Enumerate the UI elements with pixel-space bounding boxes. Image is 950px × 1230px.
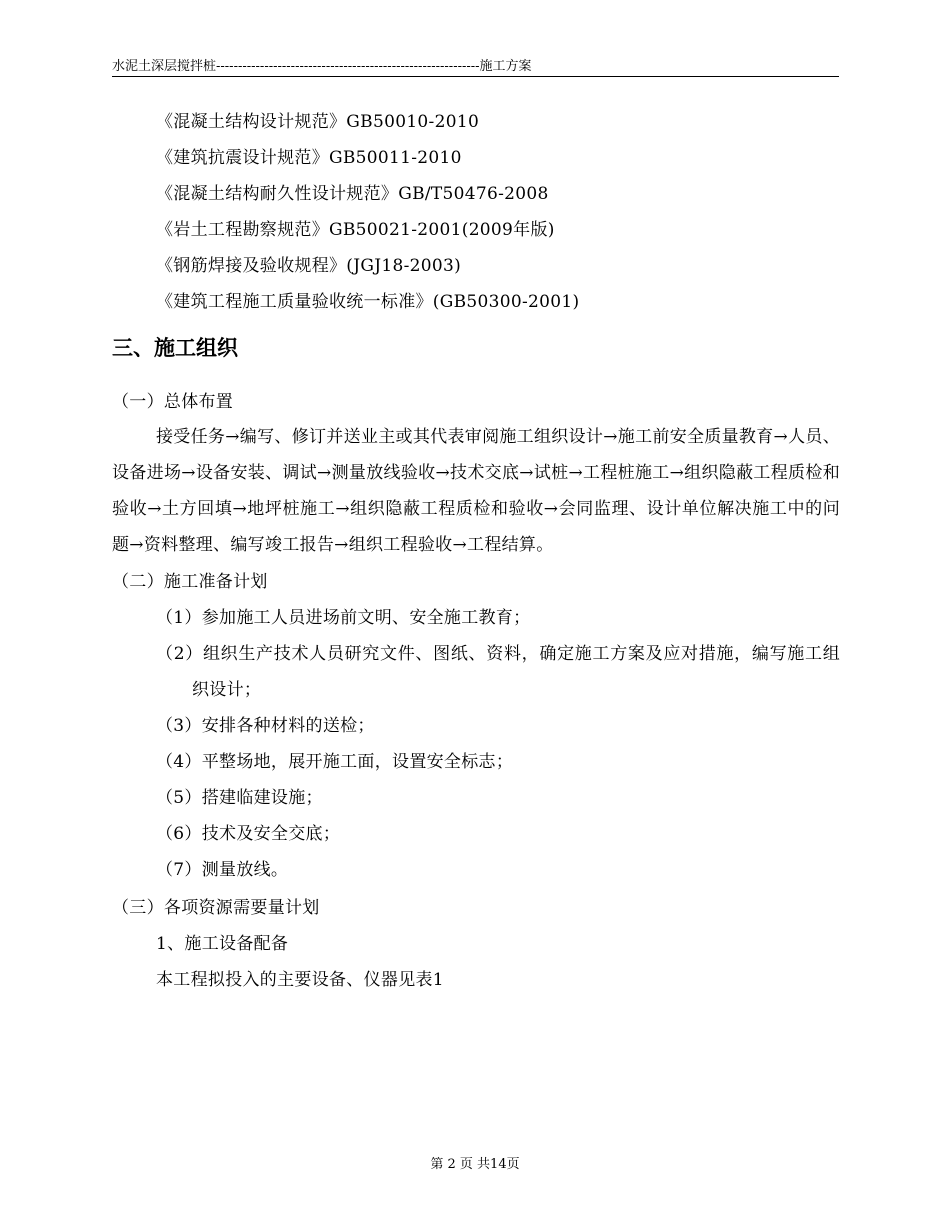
body-text: 本工程拟投入的主要设备、仪器见表1 [156,970,444,990]
list-item: （6）技术及安全交底； [156,824,341,844]
list-item: （5）搭建临建设施； [156,788,323,808]
standard-item: 《混凝土结构耐久性设计规范》GB/T50476-2008 [156,184,549,204]
list-item: （3）安排各种材料的送检； [156,716,375,736]
workflow-paragraph: 接受任务→编写、修订并送业主或其代表审阅施工组织设计→施工前安全质量教育→人员、设备进场→设备安装、调试→测量放线验收→技术交底→试桩→工程桩施工→组织隐蔽工程质检和验收→土方回填→地坪桩施工→组织隐蔽工程质检和验收→会同监理、设计单位解决施工中的问题→资料整理、编写竣工报告→组织工程验收→工程结算。 [112,427,840,555]
item-title: 1、施工设备配备 [156,934,289,954]
standard-item: 《钢筋焊接及验收规程》(JGJ18-2003) [156,256,462,276]
page-footer: 第 2 页 共14页 [430,1157,520,1172]
subsection-title: （二）施工准备计划 [112,572,268,592]
page-header: 水泥土深层搅拌桩------------------------------------------------------------施工方案 [112,58,839,77]
list-item: （2）组织生产技术人员研究文件、图纸、资料，确定施工方案及应对措施，编写施工组织设计； [156,644,840,700]
standard-item: 《建筑抗震设计规范》GB50011-2010 [156,148,462,168]
standard-item: 《建筑工程施工质量验收统一标准》(GB50300-2001) [156,292,580,312]
subsection-title: （三）各项资源需要量计划 [112,898,320,918]
list-item: （4）平整场地，展开施工面，设置安全标志； [156,752,514,772]
section-heading: 三、施工组织 [112,336,238,360]
list-item: （1）参加施工人员进场前文明、安全施工教育； [156,608,531,628]
standard-item: 《岩土工程勘察规范》GB50021-2001(2009年版) [156,220,555,240]
standard-item: 《混凝土结构设计规范》GB50010-2010 [156,112,480,132]
subsection-title: （一）总体布置 [112,392,234,412]
list-item: （7）测量放线。 [156,860,289,880]
